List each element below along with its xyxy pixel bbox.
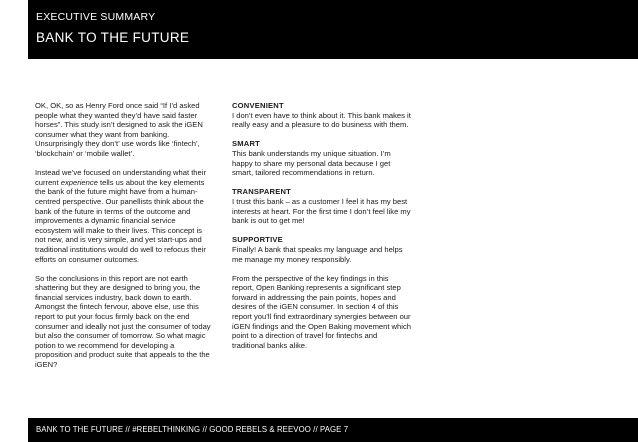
focus-paragraph-part-a: Instead we’ve focused on understanding what their current xyxy=(35,168,206,187)
focus-paragraph-part-b: tells us about the key elements the bank of the future might have from a human-centred perspective. Our panellists think about the bank of the future in terms of the outcome and improvements a dynamic financial service ecosystem will make to their lives. This concept is not new, and is very simple, and yet start-ups and traditional institutions would do well to refocus their efforts on consumer outcomes. xyxy=(35,177,206,264)
intro-paragraph: OK, OK, so as Henry Ford once said “If I’d asked people what they wanted they’d have said faster horses”. This study isn’t designed to ask the iGEN consumer what they want from banking. Unsurprisingly they don’t’ use words like ‘fintech’, ‘blockchain’ or ‘mobile wallet’. xyxy=(35,101,203,158)
section-kicker: EXECUTIVE SUMMARY xyxy=(36,11,156,23)
section-body: I don’t even have to think about it. This bank makes it really easy and a pleasure to do business with them. xyxy=(232,110,411,130)
section-body: Finally! A bank that speaks my language and helps me manage my money responsibly. xyxy=(232,244,403,264)
section-heading: TRANSPARENT xyxy=(232,187,292,197)
section-transparent xyxy=(232,187,412,225)
section-body: This bank understands my unique situation. I’m happy to share my personal data because I get smart, tailored recommendations in return. xyxy=(232,148,391,178)
section-heading: SUPPORTIVE xyxy=(232,235,283,245)
page-title: BANK TO THE FUTURE xyxy=(36,30,190,45)
section-heading: SMART xyxy=(232,139,260,149)
header-bar xyxy=(28,0,638,59)
section-convenient xyxy=(232,101,412,130)
section-body: I trust this bank – as a customer I feel it has my best interests at heart. For the first time I don’t feel like my bank is out to get me! xyxy=(232,196,411,226)
focus-paragraph-emphasis: experience xyxy=(60,177,98,187)
closing-paragraph: From the perspective of the key findings in this report, Open Banking represents a significant step forward in addressing the pain points, hopes and desires of the iGEN consumer. In section 4 of this report you’ll find extraordinary synergies between our iGEN findings and the Open Baking movement which point to a direction of travel for fintechs and traditional banks alike. xyxy=(232,273,411,350)
footer-bar xyxy=(28,418,638,442)
section-supportive xyxy=(232,235,412,264)
conclusion-paragraph: So the conclusions in this report are not earth shattering but they are designed to bring you, the financial services industry, back down to earth. Amongst the fintech fervour, above else, use this report to put your focus firmly back on the end consumer and ideally not just the consumer of today but also the consumer of tomorrow. So what magic potion to we recommend for developing a proposition and product suite that appeals to the the iGEN? xyxy=(35,273,211,370)
section-smart xyxy=(232,139,412,177)
section-heading: CONVENIENT xyxy=(232,101,284,110)
left-column xyxy=(35,101,213,379)
right-column xyxy=(232,101,412,360)
footer-text: BANK TO THE FUTURE // #REBELTHINKING // GOOD REBELS & REEVOO // PAGE 7 xyxy=(36,425,349,434)
focus-paragraph xyxy=(35,168,213,264)
